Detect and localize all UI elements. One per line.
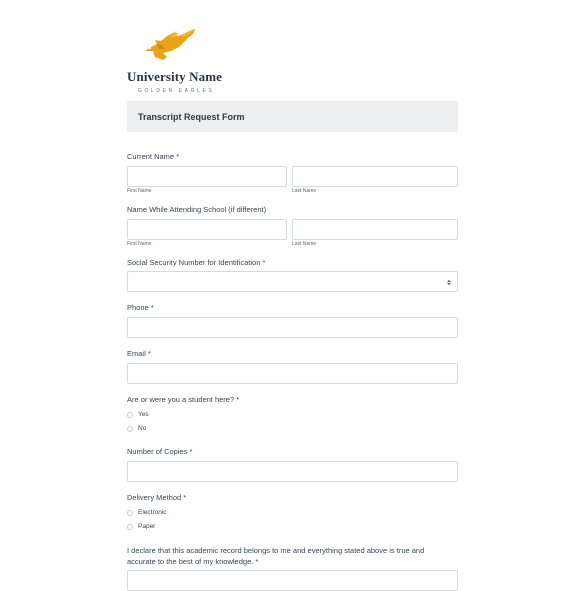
radio-button[interactable] [127,510,133,516]
attending-last-name-sublabel: Last Name [292,241,317,247]
radio-label: Yes [138,411,149,418]
required-marker: * [262,258,266,267]
phone-input[interactable] [128,319,457,338]
ssn-label: Social Security Number for Identification * [127,258,266,267]
radio-button[interactable] [127,412,133,418]
radio-label: Electronic [138,509,167,516]
ssn-select[interactable] [127,271,458,292]
declaration-text: I declare that this academic record belongs to me and everything stated above is true and accurate to the best of my knowledge. * [127,546,425,566]
phone-field[interactable] [127,317,458,338]
student-no-option[interactable] [127,425,146,432]
copies-field[interactable] [127,461,458,482]
delivery-paper-option[interactable] [127,523,155,530]
form-title-bar [127,101,458,132]
university-logo [127,27,227,94]
copies-label: Number of Copies * [127,447,193,456]
delivery-label: Delivery Method * [127,493,187,502]
current-first-name-input[interactable] [128,168,286,187]
university-name: University Name [127,69,223,84]
attending-first-name-field[interactable] [127,219,287,240]
attending-first-name-sublabel: First Name [127,241,152,247]
attending-last-name-input[interactable] [293,221,457,240]
declaration-field[interactable] [127,570,458,591]
current-last-name-input[interactable] [293,168,457,187]
required-marker: * [236,395,240,404]
current-name-label: Current Name * [127,152,180,161]
required-marker: * [147,349,151,358]
email-label: Email * [127,349,151,358]
current-first-name-field[interactable] [127,166,287,187]
attending-last-name-field[interactable] [292,219,458,240]
current-first-name-sublabel: First Name [127,188,152,194]
select-updown-icon [446,277,452,287]
copies-input[interactable] [128,463,457,482]
eagle-logo-icon [141,27,199,65]
required-marker: * [150,303,154,312]
attending-first-name-input[interactable] [128,221,286,240]
radio-label: Paper [138,523,156,530]
radio-button[interactable] [127,426,133,432]
form-title: Transcript Request Form [138,111,245,122]
student-question-label: Are or were you a student here? * [127,395,240,404]
radio-label: No [138,425,147,432]
email-field[interactable] [127,363,458,384]
delivery-electronic-option[interactable] [127,509,167,516]
email-input[interactable] [128,365,457,384]
current-last-name-sublabel: Last Name [292,188,317,194]
student-yes-option[interactable] [127,411,149,418]
required-marker: * [189,447,193,456]
radio-button[interactable] [127,524,133,530]
current-last-name-field[interactable] [292,166,458,187]
required-marker: * [183,493,187,502]
required-marker: * [255,557,259,566]
attending-name-label: Name While Attending School (if different) [127,205,267,214]
university-tagline: GOLDEN EAGLES [138,88,215,94]
required-marker: * [176,152,180,161]
phone-label: Phone * [127,303,154,312]
